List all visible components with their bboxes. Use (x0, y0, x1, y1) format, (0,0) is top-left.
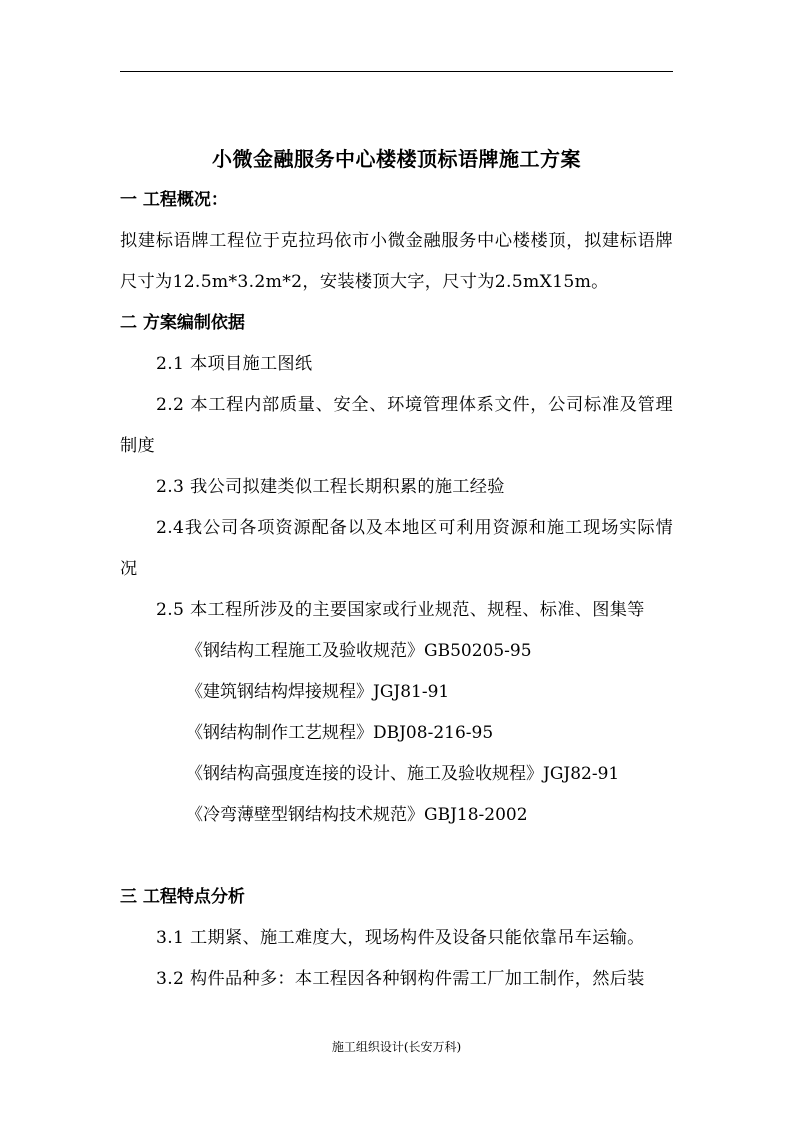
basis-item: 2.1 本项目施工图纸 (156, 354, 313, 374)
section-heading-overview: 一 工程概况： (120, 190, 228, 210)
feature-item: 3.1 工期紧、施工难度大，现场构件及设备只能依靠吊车运输。 (156, 928, 645, 948)
feature-item: 3.2 构件品种多：本工程因各种钢构件需工厂加工制作，然后装 (156, 969, 645, 989)
basis-item: 2.4我公司各项资源配备以及本地区可利用资源和施工现场实际情况 (120, 518, 673, 579)
blank-line (120, 836, 673, 877)
section-heading-features: 三 工程特点分析 (120, 887, 245, 907)
page-footer: 施工组织设计(长安万科) (331, 1040, 462, 1054)
document-title: 小微金融服务中心楼楼顶标语牌施工方案 (212, 147, 581, 171)
document-body (120, 138, 673, 1000)
reference-standard: 《钢结构工程施工及验收规范》GB50205-95 (186, 641, 532, 661)
reference-standard: 《冷弯薄壁型钢结构技术规范》GBJ18-2002 (186, 805, 528, 825)
reference-standard: 《建筑钢结构焊接规程》JGJ81-91 (186, 682, 450, 702)
basis-item: 2.3 我公司拟建类似工程长期积累的施工经验 (156, 477, 505, 497)
basis-item: 2.5 本工程所涉及的主要国家或行业规范、规程、标准、图集等 (156, 600, 645, 620)
overview-paragraph: 拟建标语牌工程位于克拉玛依市小微金融服务中心楼楼顶，拟建标语牌尺寸为12.5m*3.2m*2，安装楼顶大字，尺寸为2.5mX15m。 (120, 231, 673, 292)
reference-standard: 《钢结构高强度连接的设计、施工及验收规程》JGJ82-91 (186, 764, 620, 784)
header-rule (120, 71, 673, 72)
section-heading-basis: 二 方案编制依据 (120, 313, 245, 333)
reference-standard: 《钢结构制作工艺规程》DBJ08-216-95 (186, 723, 494, 743)
basis-item: 2.2 本工程内部质量、安全、环境管理体系文件，公司标准及管理制度 (120, 395, 673, 456)
